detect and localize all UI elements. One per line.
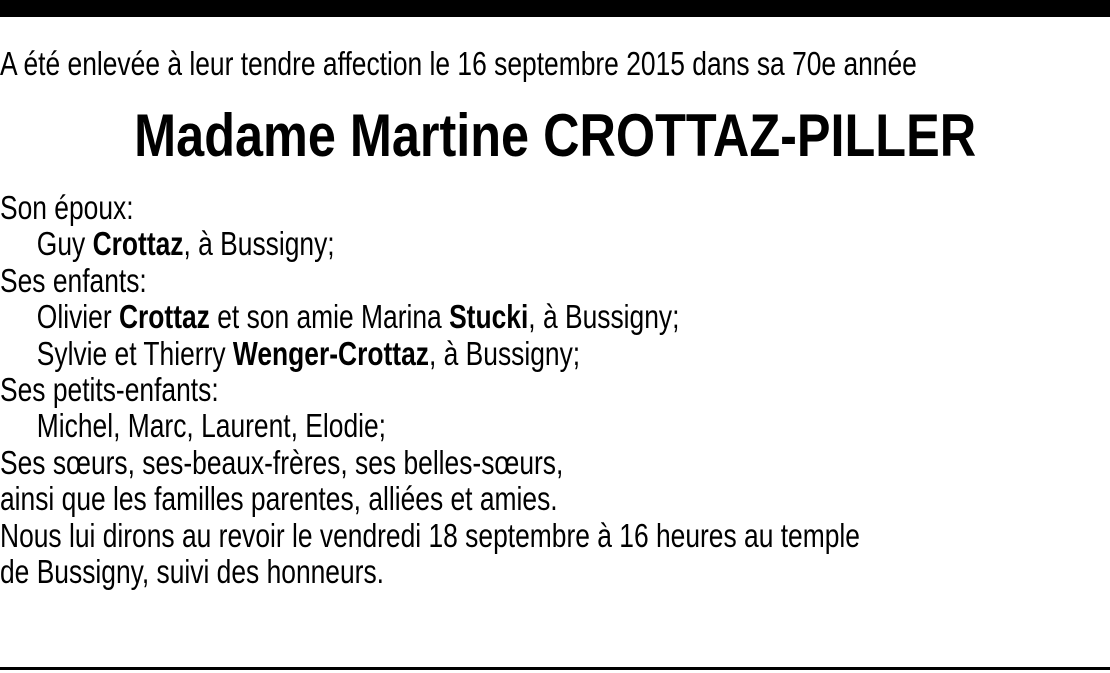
child1-first-name: Olivier (36, 298, 119, 336)
spouse-last-name: Crottaz (92, 225, 184, 263)
child1-partner-last-name: Stucki (449, 298, 529, 336)
farewell-line-2: de Bussigny, suivi des honneurs. (0, 552, 384, 590)
deceased-name (0, 100, 1110, 172)
child-line-2 (0, 336, 1104, 372)
farewell-line-1: Nous lui dirons au revoir le vendredi 18 septembre à 16 heures au temple (0, 516, 860, 554)
child2-last-name: Wenger-Crottaz (232, 334, 429, 372)
spouse-line (0, 226, 1104, 262)
spouse-heading: Son époux: (0, 189, 134, 226)
child1-partner-text: et son amie Marina (209, 298, 450, 336)
child1-location: , à Bussigny; (528, 298, 680, 336)
children-heading: Ses enfants: (0, 261, 147, 299)
siblings-line: Ses sœurs, ses-beaux-frères, ses belles-sœurs, (0, 443, 564, 481)
spouse-location: , à Bussigny; (183, 225, 335, 263)
deceased-name-text: Madame Martine CROTTAZ-PILLER (134, 102, 976, 169)
child2-first-names: Sylvie et Thierry (36, 334, 233, 372)
top-border-rule (0, 0, 1110, 17)
child2-location: , à Bussigny; (428, 334, 581, 372)
spouse-first-name: Guy (36, 225, 93, 263)
grandchildren-heading: Ses petits-enfants: (0, 370, 219, 408)
families-line: ainsi que les familles parentes, alliées et amies. (0, 480, 558, 518)
child-line-1 (0, 299, 1104, 335)
grandchildren-line: Michel, Marc, Laurent, Elodie; (36, 407, 387, 445)
intro-line: A été enlevée à leur tendre affection le 16 septembre 2015 dans sa 70e année (0, 45, 917, 82)
child1-last-name: Crottaz (118, 298, 210, 336)
notice-body (0, 190, 1104, 590)
bottom-border-rule (0, 667, 1110, 670)
